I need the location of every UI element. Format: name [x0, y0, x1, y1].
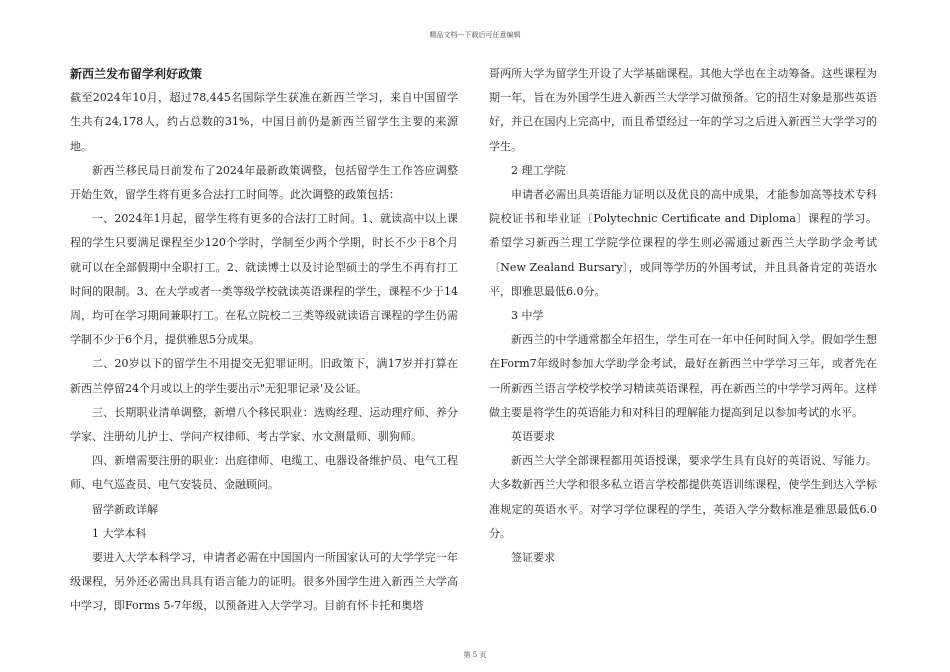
page-number: 第 5 页	[463, 651, 487, 659]
paragraph-policy-2: 二、20岁以下的留学生不用提交无犯罪证明。旧政策下，满17岁并打算在新西兰停留24个月或以上的学生要出示"无犯罪记录'及公证。	[70, 357, 458, 395]
section-heading-secondary: 3 中学	[511, 309, 544, 323]
right-column	[489, 62, 877, 570]
paragraph-policy-1: 一、2024年1月起，留学生将有更多的合法打工时间。1、就读高中以上课程的学生只要满足课程至少120个学时，学制至少两个学期，时长不少于8个月就可以在全部假期中全职打工。2、就读博士以及讨论型硕士的学生不再有打工时间的限制。3、在大学或者一类等级学校就读英语课程的学生，课程不少于14周，均可在学习期间兼职打工。在私立院校二三类等级就读语言课程的学生仍需学制不少于6个月，提供雅思5分成果。	[70, 212, 458, 347]
section-heading-english: 英语要求	[511, 430, 555, 444]
paragraph-polytechnic: 申请者必需出具英语能力证明以及优良的高中成果，才能参加高等技术专科院校证书和毕业证〔Polytechnic Certificate and Diploma〕课程的学习。希望学习新西兰理工学院学位课程的学生则必需通过新西兰大学助学金考试〔New Zealand Bursary〕，或同等学历的外国考试，并且具备肯定的英语水平，即雅思最低6.0分。	[489, 188, 877, 298]
article-title: 新西兰发布留学利好政策	[70, 67, 203, 81]
paragraph-foundation: 哥两所大学为留学生开设了大学基础课程。其他大学也在主动筹备。这些课程为期一年，旨在为外国学生进入新西兰大学学习做预备。它的招生对象是那些英语好，并已在国内上完高中，而且希望经过一年的学习之后进入新西兰大学学习的学生。	[489, 67, 877, 153]
paragraph-english: 新西兰大学全部课程都用英语授课，要求学生具有良好的英语说、写能力。大多数新西兰大学和很多私立语言学校都提供英语训练课程，使学生到达入学标准规定的英语水平。对学习学位课程的学生，英语入学分数标准是雅思最低6.0分。	[489, 454, 877, 540]
paragraph-secondary: 新西兰的中学通常都全年招生，学生可在一年中任何时间入学。假如学生想在Form7年级时参加大学助学金考试，最好在新西兰中学学习三年，或者先在一所新西兰语言学校学校学习精读英语课程，再在新西兰的中学学习两年。这样做主要是将学生的英语能力和对科目的理解能力提高到足以参加考试的水平。	[489, 333, 877, 419]
paragraph-policy-3: 三、长期职业清单调整，新增八个移民职业：选购经理、运动理疗师、养分学家、注册幼儿护士、学问产权律师、考古学家、水文测量师、驯狗师。	[70, 405, 458, 444]
page-header: 精品文档---下载后可任意编辑	[429, 31, 521, 39]
left-column	[70, 62, 458, 619]
paragraph-intro: 截至2024年10月，超过78,445名国际学生获准在新西兰学习，来自中国留学生共有24,178人，约占总数的31%，中国目前仍是新西兰留学生主要的来源地。	[70, 91, 458, 153]
section-heading-university: 1 大学本科	[92, 526, 147, 540]
section-heading-details: 留学新政详解	[92, 502, 158, 516]
section-heading-visa: 签证要求	[511, 551, 555, 565]
paragraph-policy-4: 四、新增需要注册的职业：出庭律师、电缆工、电器设备维护员、电气工程师、电气巡查员、电气安装员、金融顾问。	[70, 454, 458, 492]
paragraph-university: 要进入大学本科学习，申请者必需在中国国内一所国家认可的大学学完一年级课程，另外还必需出具具有语言能力的证明。很多外国学生进入新西兰大学高中学习，即Forms 5-7年级，以预备进入大学学习。目前有怀卡托和奥塔	[70, 551, 458, 613]
section-heading-polytechnic: 2 理工学院	[511, 163, 566, 177]
paragraph-policy-announce: 新西兰移民局日前发布了2024年最新政策调整，包括留学生工作答应调整开始生效，留学生将有更多合法打工时间等。此次调整的政策包括：	[70, 163, 458, 202]
